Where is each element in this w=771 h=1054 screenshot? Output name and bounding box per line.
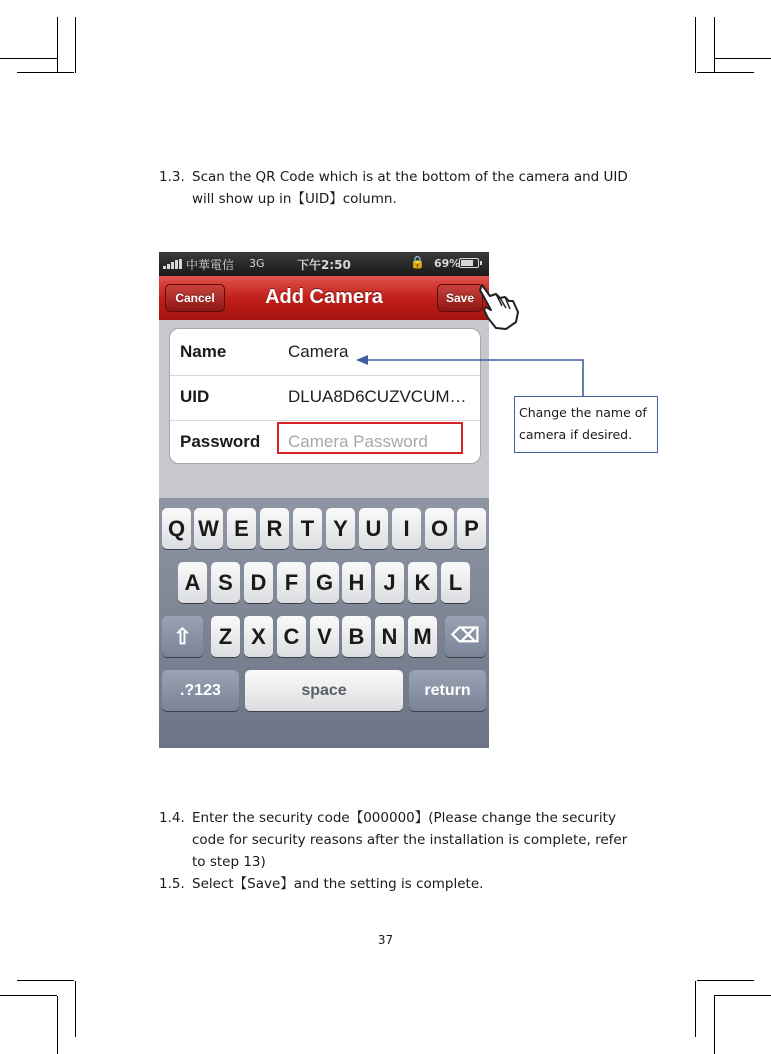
- save-button[interactable]: Save: [437, 284, 483, 312]
- crop-mark: [0, 58, 57, 59]
- step-1-3: [159, 166, 629, 212]
- step-1-4: [159, 807, 629, 875]
- key-e[interactable]: E: [227, 508, 256, 549]
- key-y[interactable]: Y: [326, 508, 355, 549]
- nav-bar: [159, 276, 489, 321]
- key-u[interactable]: U: [359, 508, 388, 549]
- step-line: code for security reasons after the installation is complete, refer: [192, 832, 628, 848]
- step-1-5: [159, 873, 629, 897]
- crop-mark: [714, 58, 771, 59]
- key-k[interactable]: K: [408, 562, 437, 603]
- crop-mark: [57, 17, 58, 73]
- key-x[interactable]: X: [244, 616, 273, 657]
- callout-line: Change the name of: [519, 405, 647, 420]
- battery-percent: 69%: [434, 257, 461, 270]
- uid-label: UID: [180, 387, 210, 406]
- page-number: 37: [377, 933, 394, 947]
- password-field[interactable]: Camera Password: [288, 432, 428, 451]
- battery-icon: [459, 258, 479, 268]
- key-w[interactable]: W: [194, 508, 223, 549]
- key-i[interactable]: I: [392, 508, 421, 549]
- network-type: 3G: [249, 257, 265, 270]
- key-f[interactable]: F: [277, 562, 306, 603]
- key-g[interactable]: G: [310, 562, 339, 603]
- name-field[interactable]: Camera: [288, 342, 349, 361]
- key-j[interactable]: J: [375, 562, 404, 603]
- key-s[interactable]: S: [211, 562, 240, 603]
- crop-mark: [0, 995, 57, 996]
- callout-line: camera if desired.: [519, 427, 633, 442]
- keyboard: [159, 498, 489, 748]
- shift-key[interactable]: ⇧: [162, 616, 203, 657]
- status-time: 下午2:50: [297, 258, 351, 272]
- key-b[interactable]: B: [342, 616, 371, 657]
- crop-mark: [695, 981, 696, 1037]
- step-line: to step 13): [192, 854, 266, 870]
- key-c[interactable]: C: [277, 616, 306, 657]
- crop-mark: [714, 17, 715, 73]
- password-label: Password: [180, 432, 261, 451]
- numbers-key[interactable]: .?123: [162, 670, 239, 711]
- crop-mark: [57, 996, 58, 1054]
- cancel-button[interactable]: Cancel: [165, 284, 225, 312]
- step-line: Scan the QR Code which is at the bottom of the camera and UID: [192, 169, 628, 185]
- return-key[interactable]: return: [409, 670, 486, 711]
- crop-mark: [17, 980, 74, 981]
- key-n[interactable]: N: [375, 616, 404, 657]
- key-o[interactable]: O: [425, 508, 454, 549]
- password-row[interactable]: [170, 419, 481, 464]
- crop-mark: [75, 17, 76, 73]
- key-v[interactable]: V: [310, 616, 339, 657]
- page-title: Add Camera: [265, 286, 383, 308]
- pointing-hand-icon: [476, 282, 522, 332]
- crop-mark: [714, 996, 715, 1054]
- name-label: Name: [180, 342, 227, 361]
- callout-connector: [350, 350, 590, 400]
- step-line: Select【Save】and the setting is complete.: [192, 876, 484, 892]
- crop-mark: [697, 980, 754, 981]
- key-d[interactable]: D: [244, 562, 273, 603]
- crop-mark: [17, 72, 74, 73]
- space-key[interactable]: space: [245, 670, 403, 711]
- crop-mark: [697, 72, 754, 73]
- signal-icon: [163, 259, 183, 269]
- step-number: 1.5.: [159, 876, 185, 892]
- key-p[interactable]: P: [457, 508, 486, 549]
- crop-mark: [75, 981, 76, 1037]
- key-r[interactable]: R: [260, 508, 289, 549]
- carrier-name: 中華電信: [186, 258, 235, 272]
- key-h[interactable]: H: [342, 562, 371, 603]
- crop-mark: [695, 17, 696, 73]
- callout-box: [514, 396, 658, 453]
- status-bar: [159, 252, 489, 276]
- step-number: 1.4.: [159, 810, 185, 826]
- key-l[interactable]: L: [441, 562, 470, 603]
- key-a[interactable]: A: [178, 562, 207, 603]
- uid-field[interactable]: DLUA8D6CUZVCUM…: [288, 387, 467, 406]
- step-line: will show up in【UID】column.: [192, 191, 397, 207]
- key-q[interactable]: Q: [162, 508, 191, 549]
- crop-mark: [714, 995, 771, 996]
- form-area: [159, 320, 489, 498]
- backspace-key[interactable]: ⌫: [445, 616, 486, 657]
- phone-screenshot: [159, 252, 489, 748]
- key-z[interactable]: Z: [211, 616, 240, 657]
- step-number: 1.3.: [159, 169, 185, 185]
- step-line: Enter the security code【000000】(Please change the security: [192, 810, 616, 826]
- key-t[interactable]: T: [293, 508, 322, 549]
- password-highlight-box: [277, 422, 463, 454]
- key-m[interactable]: M: [408, 616, 437, 657]
- rotation-lock-icon: 🔒: [410, 255, 425, 269]
